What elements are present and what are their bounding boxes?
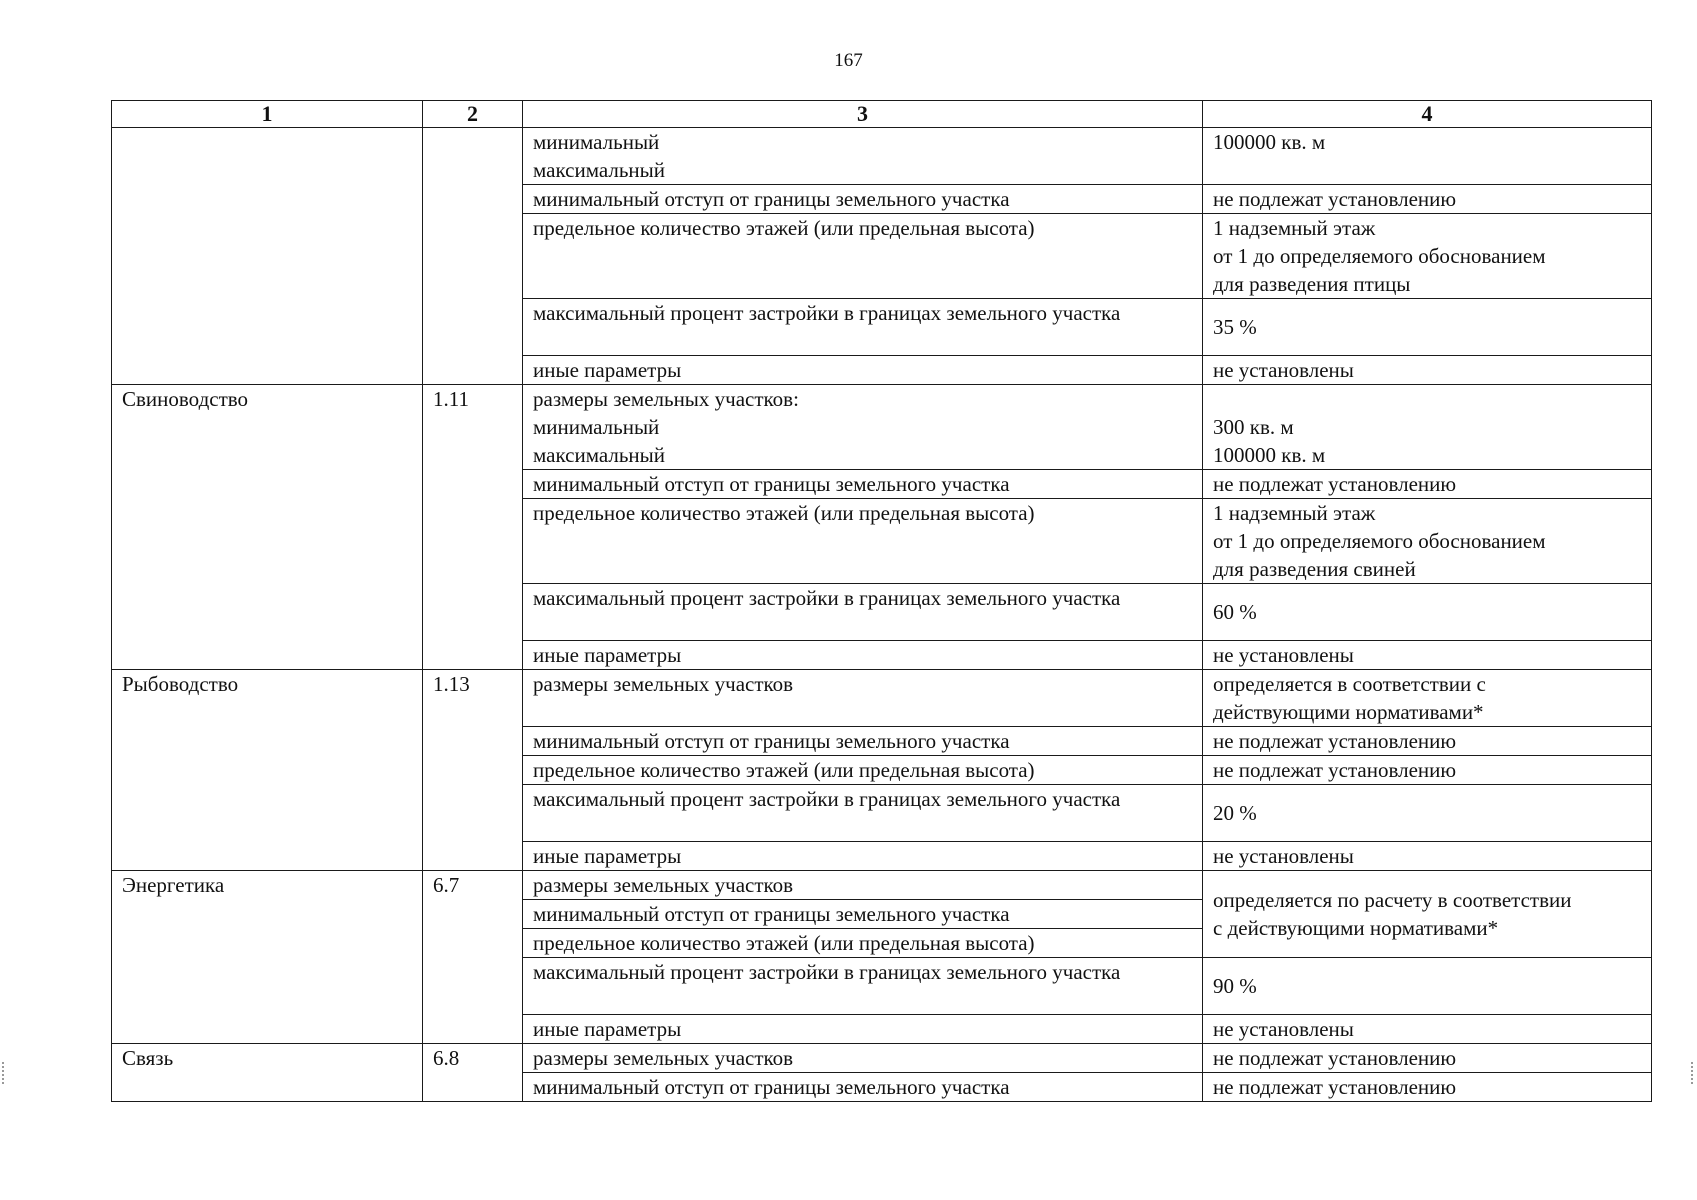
param-cell: предельное количество этажей (или предельная высота) <box>523 756 1203 785</box>
use-name-energy: Энергетика <box>112 871 423 1044</box>
value-cell: не подлежат установлению <box>1203 470 1652 499</box>
use-name-fish: Рыбоводство <box>112 670 423 871</box>
param-cell: предельное количество этажей (или предельная высота) <box>523 929 1203 958</box>
param-cell: иные параметры <box>523 641 1203 670</box>
value-cell: не установлены <box>1203 842 1652 871</box>
param-cell: размеры земельных участков <box>523 871 1203 900</box>
value-cell-merged: определяется по расчету в соответствии с действующими нормативами* <box>1203 871 1652 958</box>
value-cell: не установлены <box>1203 1015 1652 1044</box>
value-cell: не установлены <box>1203 356 1652 385</box>
value-cell: определяется в соответствии с действующими нормативами* <box>1203 670 1652 727</box>
value-cell: 100000 кв. м <box>1203 128 1652 185</box>
param-cell: предельное количество этажей (или предельная высота) <box>523 214 1203 299</box>
param-cell: иные параметры <box>523 1015 1203 1044</box>
value-cell: не подлежат установлению <box>1203 185 1652 214</box>
param-cell: минимальный отступ от границы земельного участка <box>523 1073 1203 1102</box>
value-cell: 20 % <box>1203 785 1652 842</box>
param-cell: минимальный отступ от границы земельного участка <box>523 470 1203 499</box>
param-cell: иные параметры <box>523 356 1203 385</box>
table-row <box>112 871 1652 900</box>
header-col-2: 2 <box>423 101 523 128</box>
use-code-fish: 1.13 <box>423 670 523 871</box>
value-cell: не подлежат установлению <box>1203 727 1652 756</box>
header-row <box>112 101 1652 128</box>
param-cell: минимальный отступ от границы земельного участка <box>523 727 1203 756</box>
value-cell: 300 кв. м 100000 кв. м <box>1203 385 1652 470</box>
param-cell: иные параметры <box>523 842 1203 871</box>
use-code-comm: 6.8 <box>423 1044 523 1102</box>
page-number: 167 <box>834 50 863 71</box>
value-cell: 60 % <box>1203 584 1652 641</box>
scan-edge-mark-right <box>1691 1062 1696 1084</box>
value-cell: не подлежат установлению <box>1203 756 1652 785</box>
header-col-3: 3 <box>523 101 1203 128</box>
param-cell: минимальный отступ от границы земельного участка <box>523 185 1203 214</box>
use-name-pig: Свиноводство <box>112 385 423 670</box>
param-cell: размеры земельных участков <box>523 1044 1203 1073</box>
use-name-comm: Связь <box>112 1044 423 1102</box>
value-cell: 1 надземный этаж от 1 до определяемого обоснованием для разведения свиней <box>1203 499 1652 584</box>
param-cell: размеры земельных участков: минимальный максимальный <box>523 385 1203 470</box>
code-cell-continued <box>423 128 523 385</box>
parameters-table <box>111 100 1652 1102</box>
table-row <box>112 670 1652 727</box>
value-cell: не подлежат установлению <box>1203 1044 1652 1073</box>
use-code-pig: 1.11 <box>423 385 523 670</box>
scan-edge-mark-left <box>2 1062 7 1084</box>
param-cell: максимальный процент застройки в границах земельного участка <box>523 958 1203 1015</box>
param-cell: максимальный процент застройки в границах земельного участка <box>523 584 1203 641</box>
table-row <box>112 1044 1652 1073</box>
param-cell: предельное количество этажей (или предельная высота) <box>523 499 1203 584</box>
param-cell: минимальный максимальный <box>523 128 1203 185</box>
param-cell: размеры земельных участков <box>523 670 1203 727</box>
use-code-energy: 6.7 <box>423 871 523 1044</box>
header-col-4: 4 <box>1203 101 1652 128</box>
param-cell: максимальный процент застройки в границах земельного участка <box>523 785 1203 842</box>
header-col-1: 1 <box>112 101 423 128</box>
value-cell: 1 надземный этаж от 1 до определяемого обоснованием для разведения птицы <box>1203 214 1652 299</box>
value-cell: 90 % <box>1203 958 1652 1015</box>
param-cell: минимальный отступ от границы земельного участка <box>523 900 1203 929</box>
table-row <box>112 128 1652 185</box>
value-cell: не подлежат установлению <box>1203 1073 1652 1102</box>
table-row <box>112 385 1652 470</box>
value-cell: не установлены <box>1203 641 1652 670</box>
value-cell: 35 % <box>1203 299 1652 356</box>
param-cell: максимальный процент застройки в границах земельного участка <box>523 299 1203 356</box>
name-cell-continued <box>112 128 423 385</box>
